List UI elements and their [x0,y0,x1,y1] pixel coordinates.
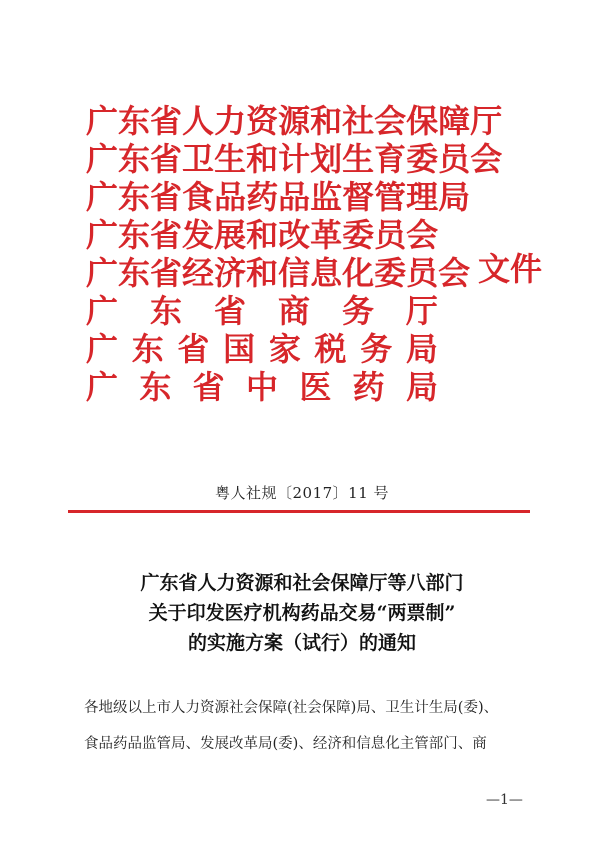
issuer-char: 省 [177,330,210,368]
issuer-char: 广 [86,216,119,254]
issuer-char: 保 [406,102,439,140]
issuer-char: 委 [374,254,407,292]
issuer-char: 局 [405,368,438,406]
issuer-char: 划 [310,140,343,178]
document-number: 粤人社规〔2017〕11 号 [214,484,390,502]
issuer-char: 管 [374,178,407,216]
issuer-char: 省 [150,216,183,254]
issuer-char: 东 [149,292,182,330]
issuer-char: 药 [246,178,279,216]
issuer-char: 会 [438,254,471,292]
issuer-char: 和 [246,254,279,292]
issuer-char: 药 [352,368,385,406]
issuer-char: 会 [406,216,439,254]
issuer-char: 广 [86,254,119,292]
issuer-char: 东 [118,178,151,216]
issuer-char: 务 [341,292,374,330]
issuer-char: 委 [342,216,375,254]
title-line: 广东省人力资源和社会保障厅等八部门 [140,572,464,594]
issuer-char: 力 [214,102,247,140]
issuer-char: 厅 [470,102,503,140]
issuer-char: 卫 [182,140,215,178]
page-number: —1— [486,792,523,808]
issuer-char: 局 [438,178,471,216]
issuer-line [86,368,438,406]
issuer-line [86,254,471,292]
document-title [0,568,604,658]
issuer-char: 改 [278,216,311,254]
issuer-char: 东 [118,254,151,292]
issuer-line [86,102,503,140]
title-line: 的实施方案（试行）的通知 [187,632,416,654]
red-separator-line [68,510,530,513]
issuer-char: 广 [86,102,119,140]
issuer-char: 东 [131,330,164,368]
issuer-char: 税 [314,330,347,368]
issuer-char: 资 [246,102,279,140]
issuer-line [86,292,438,330]
issuer-char: 省 [150,178,183,216]
issuer-char: 障 [438,102,471,140]
issuer-char: 会 [374,102,407,140]
issuer-char: 国 [223,330,256,368]
issuer-char: 品 [214,178,247,216]
document-word: 文件 [478,250,543,288]
issuer-char: 东 [118,102,151,140]
issuer-char: 员 [438,140,471,178]
issuer-char: 委 [406,140,439,178]
body-text [84,690,534,762]
issuer-char: 社 [342,102,375,140]
issuer-char: 务 [360,330,393,368]
issuer-char: 东 [118,216,151,254]
issuer-char: 员 [406,254,439,292]
issuer-char: 省 [150,140,183,178]
issuer-char: 监 [310,178,343,216]
body-line: 食品药品监管局、发展改革局(委)、经济和信息化主管部门、商 [84,736,487,752]
issuer-char: 生 [342,140,375,178]
issuer-char: 济 [214,254,247,292]
issuer-line [86,216,438,254]
issuer-char: 育 [374,140,407,178]
issuer-char: 和 [246,216,279,254]
issuer-char: 经 [182,254,215,292]
issuer-char: 理 [406,178,439,216]
issuer-char: 广 [86,178,119,216]
issuer-char: 计 [278,140,311,178]
issuer-char: 和 [246,140,279,178]
issuer-char: 厅 [405,292,438,330]
issuer-char: 广 [86,292,119,330]
issuer-char: 商 [277,292,310,330]
title-line: 关于印发医疗机构药品交易“两票制” [148,602,456,624]
issuer-char: 息 [310,254,343,292]
issuer-char: 革 [310,216,343,254]
issuer-char: 省 [192,368,225,406]
issuer-line [86,140,503,178]
issuer-char: 省 [150,102,183,140]
issuer-char: 省 [213,292,246,330]
issuer-char: 品 [278,178,311,216]
issuer-char: 督 [342,178,375,216]
issuer-char: 东 [118,140,151,178]
issuer-line [86,330,438,368]
issuer-char: 东 [139,368,172,406]
body-line: 各地级以上市人力资源社会保障(社会保障)局、卫生计生局(委)、 [84,700,499,716]
issuer-line [86,178,471,216]
issuer-char: 省 [150,254,183,292]
issuer-char: 家 [268,330,301,368]
issuer-char: 广 [86,140,119,178]
issuer-char: 会 [470,140,503,178]
issuer-char: 食 [182,178,215,216]
issuer-char: 发 [182,216,215,254]
issuer-char: 源 [278,102,311,140]
issuer-char: 局 [405,330,438,368]
issuer-char: 中 [245,368,278,406]
issuer-char: 生 [214,140,247,178]
issuer-char: 人 [182,102,215,140]
issuing-agencies [86,102,503,406]
issuer-char: 医 [299,368,332,406]
issuer-char: 广 [86,330,119,368]
issuer-char: 展 [214,216,247,254]
issuer-char: 广 [86,368,119,406]
issuer-char: 化 [342,254,375,292]
issuer-char: 员 [374,216,407,254]
issuer-char: 信 [278,254,311,292]
issuer-char: 和 [310,102,343,140]
